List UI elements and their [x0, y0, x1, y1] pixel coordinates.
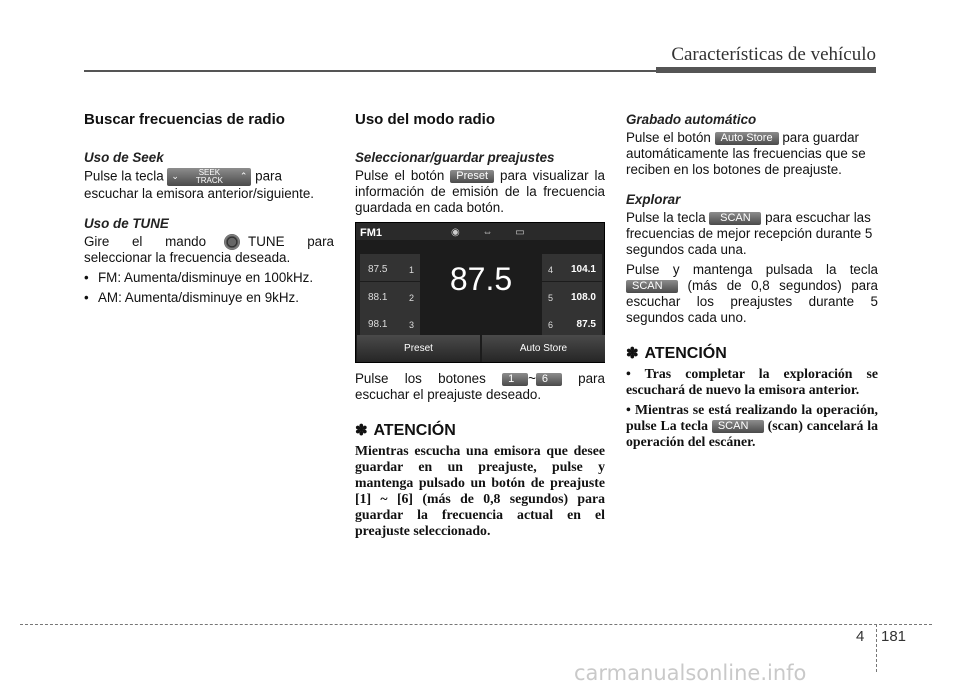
autostore-button: Auto Store — [715, 132, 779, 145]
scan-button: SCAN — [626, 280, 678, 293]
column-right — [626, 112, 878, 454]
preset-button: Preset — [450, 170, 494, 183]
preset-slot: 98.1 3 — [360, 309, 420, 336]
tune-knob-icon — [224, 234, 240, 250]
header-rule — [84, 70, 656, 72]
scan-hold-paragraph: Pulse y mantenga pulsada la tecla SCAN (más de 0,8 segundos) para escuchar los preajustes durante 5 segundos cada uno. — [626, 262, 878, 325]
footer-rule — [20, 624, 932, 625]
list-item: • Mientras se está realizando la operación, pulse La tecla SCAN (scan) cancelará la operación del escáner. — [626, 402, 878, 449]
subsection-title: Explorar — [626, 192, 681, 207]
watermark: carmanualsonline.info — [574, 661, 807, 685]
header-rule-accent — [656, 67, 876, 73]
screen-preset-button: Preset — [357, 335, 480, 362]
preset-6-button: 6 — [536, 373, 562, 386]
scan-button: SCAN — [709, 212, 761, 225]
subsection-title: Grabado automático — [626, 112, 757, 127]
attention-heading: ✽ ATENCIÓN — [626, 345, 727, 362]
radio-status-bar — [356, 223, 604, 240]
list-item: • FM: Aumenta/disminuye en 100kHz. — [84, 270, 334, 286]
autostore-paragraph: Pulse el botón Auto Store para guardar automáticamente las frecuencias que se reciben en los botones de preajuste. — [626, 130, 866, 177]
chapter-number: 4 — [856, 628, 865, 645]
column-left — [84, 112, 334, 310]
status-icons: ◉ ⇔ ▭ — [451, 227, 535, 238]
preset-slot: 6 87.5 — [542, 309, 602, 336]
preset-select-paragraph: Pulse los botones 1 ~ 6 para escuchar el preajuste deseado. — [355, 371, 605, 402]
preset-slot: 4 104.1 — [542, 254, 602, 281]
preset-slot: 87.5 1 — [360, 254, 420, 281]
attention-icon: ✽ — [626, 345, 639, 362]
attention-bullets — [626, 366, 878, 450]
scan-paragraph: Pulse la tecla SCAN para escuchar las frecuencias de mejor recepción durante 5 segundos cada una. — [626, 210, 873, 257]
subsection-title: Uso de TUNE — [84, 216, 169, 231]
section-heading: Uso del modo radio — [355, 111, 496, 128]
seek-track-button: ⌄ SEEK TRACK ⌃ — [167, 168, 251, 186]
screen-autostore-button: Auto Store — [482, 335, 605, 362]
attention-text: Mientras escucha una emisora que desee guardar en un preajuste, pulse y mantenga pulsado un botón de preajuste [1] ~ [6] (más de 0,8 segundos) para guardar la frecuencia actual en el preajuste seleccionado. — [355, 443, 605, 538]
list-item: • Tras completar la exploración se escuchará de nuevo la emisora anterior. — [626, 366, 878, 397]
footer-divider — [876, 624, 877, 672]
seek-paragraph: Pulse la tecla ⌄ SEEK TRACK ⌃ para escuchar la emisora anterior/siguiente. — [84, 168, 314, 201]
band-label: FM1 — [360, 227, 382, 239]
subsection-title: Uso de Seek — [84, 150, 164, 165]
section-heading: Buscar frecuencias de radio — [84, 111, 285, 128]
attention-heading: ✽ ATENCIÓN — [355, 422, 456, 439]
attention-icon: ✽ — [355, 422, 368, 439]
page-number: 181 — [881, 628, 907, 645]
preset-1-button: 1 — [502, 373, 528, 386]
tune-paragraph: Gire el mando TUNE para seleccionar la frecuencia deseada. — [84, 234, 334, 266]
scan-button: SCAN — [712, 420, 764, 433]
chevron-down-icon: ⌄ — [171, 171, 179, 181]
subsection-title: Seleccionar/guardar preajustes — [355, 150, 555, 165]
list-item: • AM: Aumenta/disminuye en 9kHz. — [84, 290, 334, 306]
preset-slot: 88.1 2 — [360, 282, 420, 309]
chevron-up-icon: ⌃ — [239, 171, 248, 181]
section-title: Características de vehículo — [671, 44, 876, 65]
preset-slot: 5 108.0 — [542, 282, 602, 309]
current-frequency: 87.5 — [449, 261, 513, 297]
tune-bullets — [84, 270, 334, 306]
preset-paragraph: Pulse el botón Preset para visualizar la información de emisión de la frecuencia guardada en cada botón. — [355, 168, 605, 215]
radio-screen-image — [355, 222, 605, 363]
radio-bottom-bar — [356, 335, 604, 362]
column-middle — [355, 112, 605, 543]
